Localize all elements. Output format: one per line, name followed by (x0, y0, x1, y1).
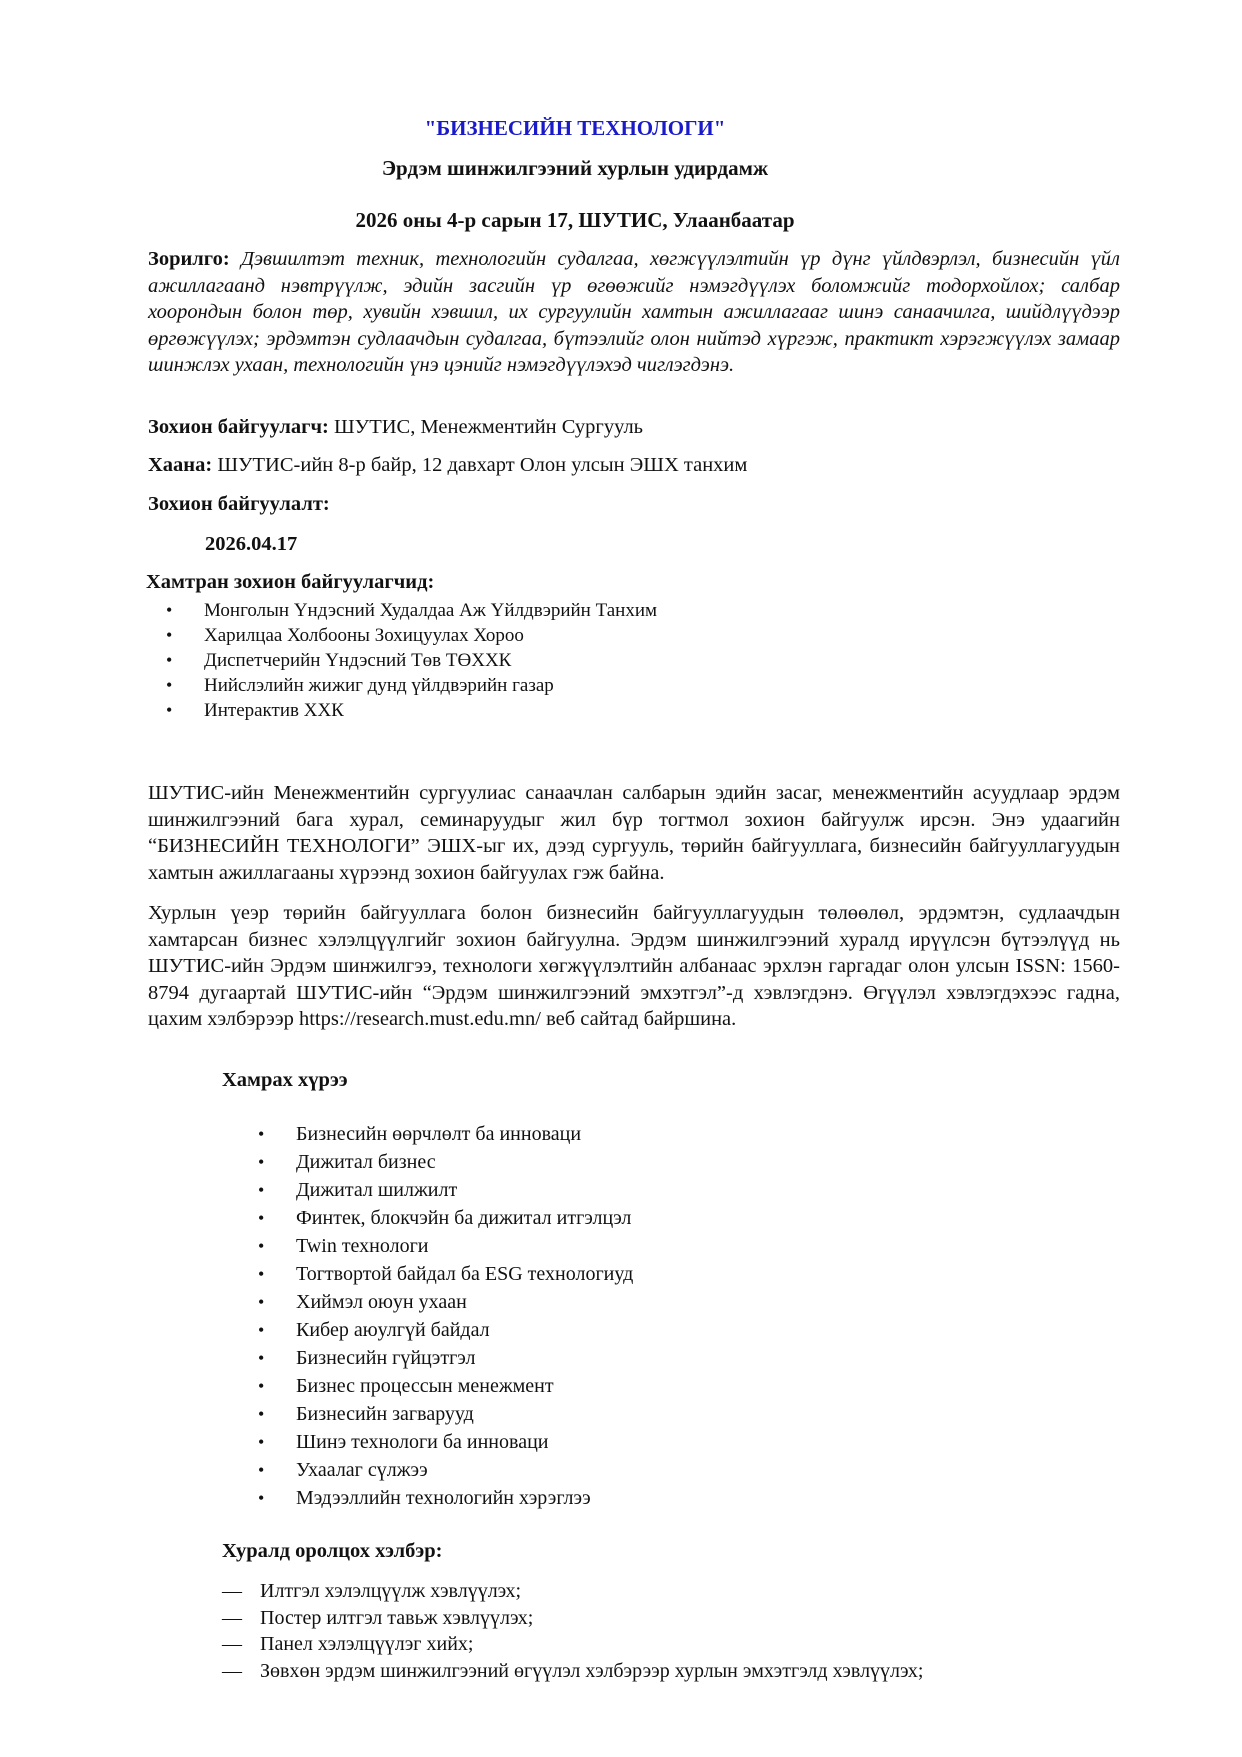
formats-heading: Хуралд оролцох хэлбэр: (222, 1540, 443, 1562)
list-item: • Дижитал шилжилт (258, 1176, 633, 1204)
formats-list (222, 1578, 923, 1684)
list-item: • Бизнес процессын менежмент (258, 1372, 633, 1400)
organizer-label: Зохион байгуулагч: (148, 416, 329, 438)
list-item: • Нийслэлийн жижиг дунд үйлдвэрийн газар (166, 673, 657, 698)
document-title: "БИЗНЕСИЙН ТЕХНОЛОГИ" (424, 116, 726, 140)
purpose-paragraph (148, 246, 1120, 379)
organizer-value: ШУТИС, Менежментийн Сургууль (334, 416, 644, 438)
organizer-line (148, 416, 643, 439)
list-item: • Кибер аюулгүй байдал (258, 1316, 633, 1344)
list-item: • Ухаалаг сүлжээ (258, 1456, 633, 1484)
list-item: • Монголын Үндэсний Худалдаа Аж Үйлдвэрийн Танхим (166, 598, 657, 623)
list-item: • Бизнесийн загварууд (258, 1400, 633, 1428)
partners-heading: Хамтран зохион байгуулагчид: (146, 571, 435, 593)
list-item: • Twin технологи (258, 1232, 633, 1260)
location-line (148, 454, 747, 477)
scope-list (258, 1120, 633, 1512)
document-subtitle: Эрдэм шинжилгээний хурлын удирдамж (381, 156, 769, 180)
schedule-label: Зохион байгуулалт: (148, 493, 330, 515)
list-item: • Бизнесийн гүйцэтгэл (258, 1344, 633, 1372)
list-item: • Диспетчерийн Үндэсний Төв ТӨХХК (166, 648, 657, 673)
purpose-label: Зорилго: (148, 248, 230, 270)
list-item: • Мэдээллийн технологийн хэрэглээ (258, 1484, 633, 1512)
publication-paragraph: Хурлын үеэр төрийн байгууллага болон бизнесийн байгууллагуудын төлөөлөл, эрдэмтэн, судлаачдын хамтарсан бизнес хэлэлцүүлгийг зохион байгуулна. Эрдэм шинжилгээний хуралд ирүүлсэн бүтээлүүд нь ШУТИС-ийн Эрдэм шинжилгээ, технологи хөгжүүлэлтийн албанаас эрхлэн гаргадаг олон улсын ISSN: 1560-8794 дугаартай ШУТИС-ийн “Эрдэм шинжилгээний эмхэтгэл”-д хэвлэгдэнэ. Өгүүлэл хэвлэгдэхээс гадна, цахим хэлбэрээр https://research.must.edu.mn/ веб сайтад байршина. (148, 902, 1120, 1030)
scope-heading: Хамрах хүрээ (222, 1069, 348, 1091)
list-item: • Тогтвортой байдал ба ESG технологиуд (258, 1260, 633, 1288)
schedule-date: 2026.04.17 (205, 533, 298, 555)
list-item: — Панел хэлэлцүүлэг хийх; (222, 1631, 923, 1658)
location-value: ШУТИС-ийн 8-р байр, 12 давхарт Олон улсын ЭШХ танхим (217, 454, 748, 476)
purpose-text: Дэвшилтэт техник, технологийн судалгаа, хөгжүүлэлтийн үр дүнг үйлдвэрлэл, бизнесийн үйл ажиллагаанд нэвтрүүлж, эдийн засгийн үр өгөөжийг нэмэгдүүлэх боломжийг тодорхойлох; салбар хоорондын болон төр, хувийн хэвшил, их сургуулийн хамтын ажиллагааг шинэ санаачилга, шийдлүүдээр өргөжүүлэх; эрдэмтэн судлаачдын судалгаа, бүтээлийг олон нийтэд хүргэж, практикт хэрэгжүүлэх замаар шинжлэх ухаан, технологийн үнэ цэнийг нэмэгдүүлэхэд чиглэгдэнэ. (148, 248, 1120, 376)
partners-list (166, 598, 657, 723)
list-item: • Бизнесийн өөрчлөлт ба инноваци (258, 1120, 633, 1148)
list-item: — Постер илтгэл тавьж хэвлүүлэх; (222, 1605, 923, 1632)
schedule-line (148, 493, 330, 516)
location-label: Хаана: (148, 454, 213, 476)
list-item: — Зөвхөн эрдэм шинжилгээний өгүүлэл хэлбэрээр хурлын эмхэтгэлд хэвлүүлэх; (222, 1658, 923, 1685)
list-item: • Хиймэл оюун ухаан (258, 1288, 633, 1316)
list-item: • Интерактив ХХК (166, 698, 657, 723)
list-item: • Харилцаа Холбооны Зохицуулах Хороо (166, 623, 657, 648)
list-item: • Шинэ технологи ба инноваци (258, 1428, 633, 1456)
intro-paragraph: ШУТИС-ийн Менежментийн сургуулиас санаачлан салбарын эдийн засаг, менежментийн асуудлаар эрдэм шинжилгээний бага хурал, семинаруудыг жил бүр тогтмол зохион байгуулж ирсэн. Энэ удаагийн “БИЗНЕСИЙН ТЕХНОЛОГИ” ЭШХ-ыг их, дээд сургууль, төрийн байгууллага, бизнесийн байгууллагуудын хамтын ажиллагааны хүрээнд зохион байгуулах гэж байна. (148, 782, 1120, 884)
list-item: — Илтгэл хэлэлцүүлж хэвлүүлэх; (222, 1578, 923, 1605)
list-item: • Дижитал бизнес (258, 1148, 633, 1176)
list-item: • Финтек, блокчэйн ба дижитал итгэлцэл (258, 1204, 633, 1232)
event-dateline: 2026 оны 4-р сарын 17, ШУТИС, Улаанбаатар (355, 208, 795, 232)
